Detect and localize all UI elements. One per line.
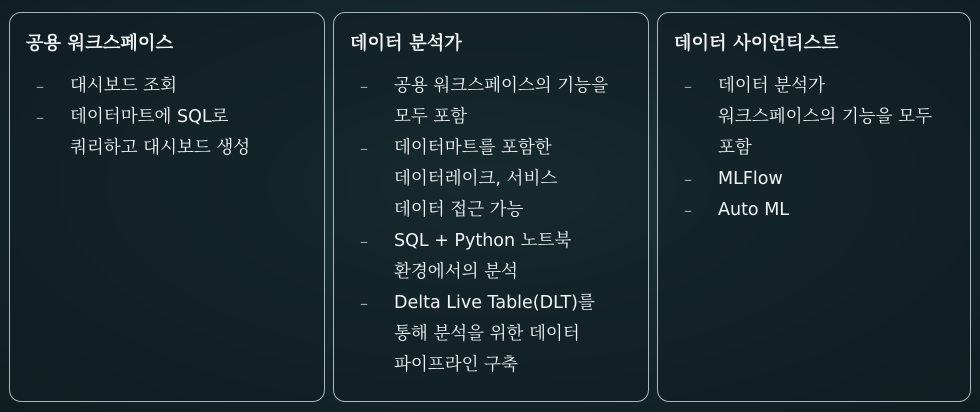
item-text: Auto ML [718, 200, 790, 220]
card-title: 공용 워크스페이스 [26, 33, 174, 54]
card-title: 데이터 사이언티스트 [674, 33, 839, 54]
item-text: 대시보드 조회 [70, 76, 177, 96]
card-data-scientist [657, 12, 971, 402]
card-shared-workspace [9, 12, 325, 402]
item-text: SQL + Python 노트북 환경에서의 분석 [394, 231, 572, 282]
list-item [350, 226, 634, 288]
item-text: MLFlow [718, 169, 783, 189]
bullet-list [674, 71, 956, 226]
list-item [350, 133, 634, 226]
bullet-dash: – [360, 294, 368, 313]
list-item [674, 164, 956, 195]
bullet-dash: – [684, 77, 692, 96]
role-comparison-grid [9, 12, 971, 402]
bullet-list [26, 71, 310, 164]
bullet-dash: – [684, 201, 692, 220]
bullet-dash: – [360, 139, 368, 158]
bullet-dash: – [360, 77, 368, 96]
list-item [26, 102, 310, 164]
card-data-analyst [333, 12, 649, 402]
item-text: 데이터마트에 SQL로 쿼리하고 대시보드 생성 [70, 107, 251, 158]
list-item [350, 71, 634, 133]
item-text: 공용 워크스페이스의 기능을 모두 포함 [394, 76, 608, 127]
list-item [26, 71, 310, 102]
list-item [674, 71, 956, 164]
bullet-list [350, 71, 634, 381]
bullet-dash: – [360, 232, 368, 251]
list-item [674, 195, 956, 226]
bullet-dash: – [684, 170, 692, 189]
list-item [350, 288, 634, 381]
item-text: 데이터 분석가 워크스페이스의 기능을 모두 포함 [718, 76, 932, 158]
bullet-dash: – [36, 108, 44, 127]
card-title: 데이터 분석가 [350, 33, 462, 54]
item-text: Delta Live Table(DLT)를 통해 분석을 위한 데이터 파이프라인 구축 [394, 293, 595, 375]
bullet-dash: – [36, 77, 44, 96]
item-text: 데이터마트를 포함한 데이터레이크, 서비스 데이터 접근 가능 [394, 138, 558, 220]
